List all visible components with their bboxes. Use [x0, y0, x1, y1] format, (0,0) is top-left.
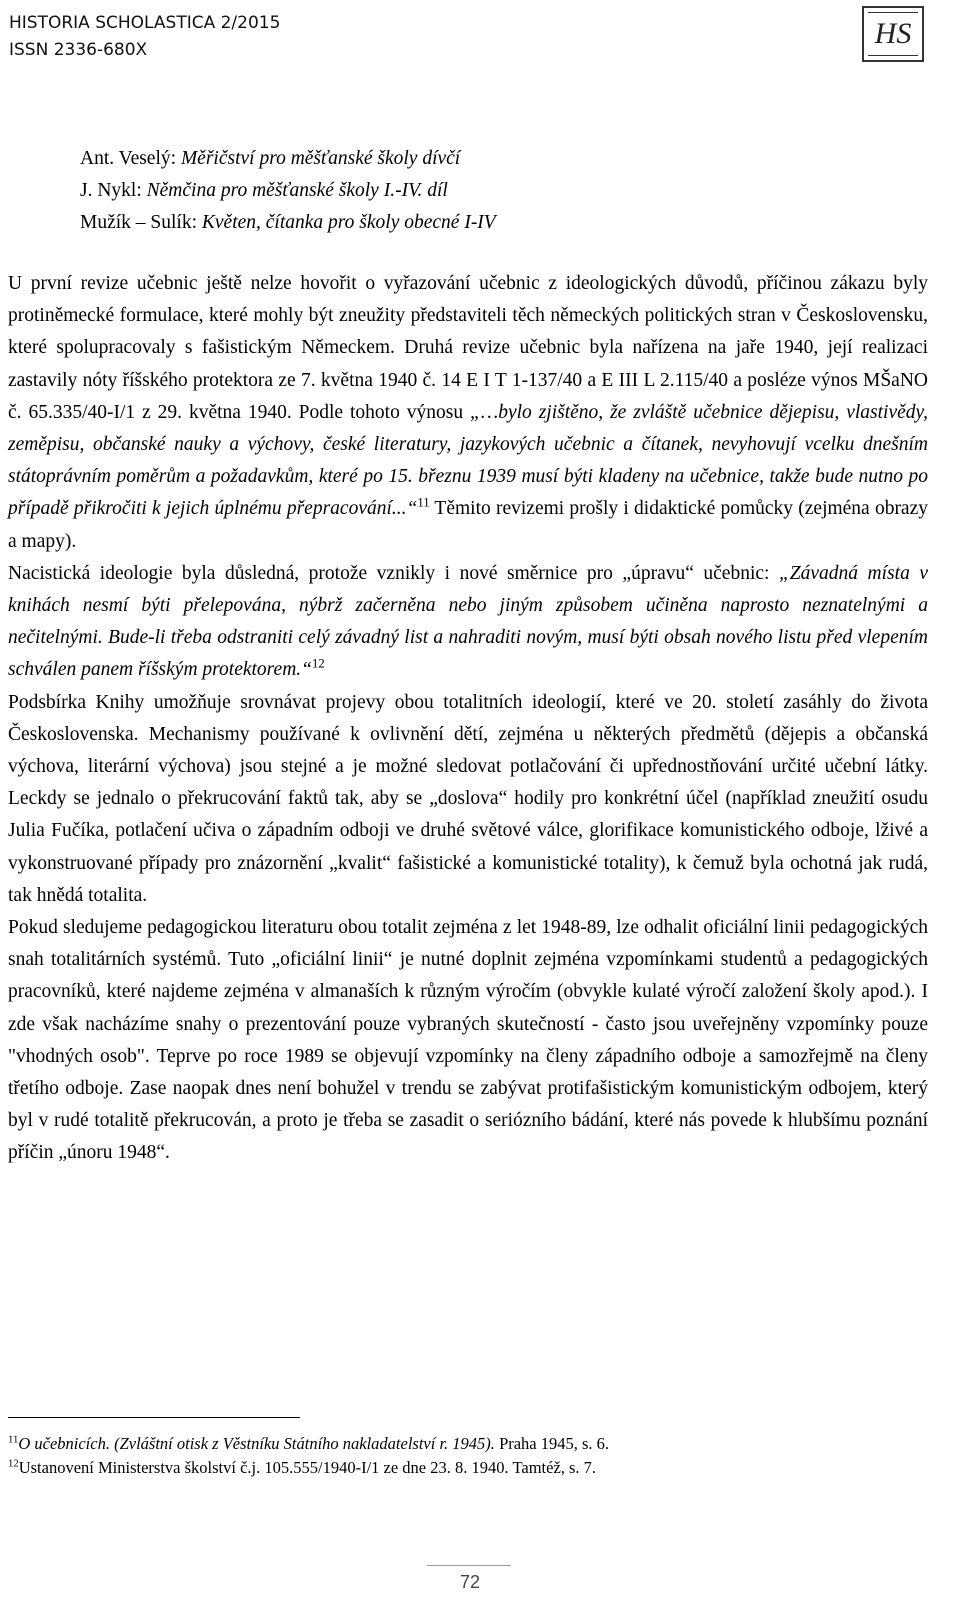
footnote-title: O učebnicích. (Zvláštní otisk z Věstníku Státního nakladatelství r. 1945).: [18, 1434, 495, 1453]
footnote-text: Ustanovení Ministerstva školství č.j. 105.555/1940-I/1 ze dne 23. 8. 1940. Tamtéž, s. 7.: [18, 1458, 597, 1477]
book-title: Měřičství pro měšťanské školy dívčí: [180, 148, 461, 169]
book-item: [80, 207, 496, 239]
journal-title: HISTORIA SCHOLASTICA 2/2015: [9, 13, 281, 33]
footnote-ref: 11: [417, 495, 430, 510]
journal-logo: [862, 6, 924, 62]
footnotes: [8, 1432, 609, 1480]
book-title: Květen, čítanka pro školy obecné I-IV: [201, 212, 496, 233]
page-number-divider: [427, 1565, 511, 1566]
article-body: [8, 268, 928, 1170]
quote: „…bylo zjištěno, že zvláště učebnice dějepisu, vlastivědy, zeměpisu, občanské nauky a výchovy, české literatury, jazykových učebnic a čítanek, nevyhovují vcelku dnešním státoprávním poměrům a požadavkům, které po 15. březnu 1939 musí býti kladeny na učebnice, takže bude nutno po případě přikročiti k jejich úplnému přepracování...“: [8, 401, 928, 520]
footnote: [8, 1456, 609, 1480]
footnote-number: 11: [8, 1433, 19, 1446]
book-author: Ant. Veselý:: [80, 148, 181, 169]
footnote-text: Praha 1945, s. 6.: [494, 1434, 610, 1453]
book-item: [80, 175, 496, 207]
quote: „Závadná místa v knihách nesmí býti přelepována, nýbrž začerněna nebo jiným způsobem učiněna naprosto neznatelnými a nečitelnými. Bude-li třeba odstraniti celý závadný list a nahraditi novým, musí býti obsah nového listu před vlepením schválen panem říšským protektorem.“: [8, 562, 928, 681]
book-author: Mužík – Sulík:: [80, 212, 202, 233]
running-header: [9, 10, 280, 64]
issn: ISSN 2336-680X: [9, 40, 148, 60]
text: Nacistická ideologie byla důsledná, protože vznikly i nové směrnice pro „úpravu“ učebnic:: [8, 562, 779, 584]
book-item: [80, 143, 496, 175]
footnote-divider: [8, 1417, 300, 1418]
book-list: [80, 143, 496, 239]
footnote-number: 12: [8, 1457, 19, 1470]
text: Těmito revizemi prošly i didaktické pomůcky (zejména obrazy a mapy).: [8, 498, 928, 552]
paragraph: [8, 558, 928, 687]
text: U první revize učebnic ještě nelze hovořit o vyřazování učebnic z ideologických důvodů, příčinou zákazu byly protiněmecké formulace, které mohly být zneužity představiteli těch německých politických stran v Československu, které spolupracovaly s fašistickým Německem. Druhá revize učebnic byla nařízena na jaře 1940, její realizaci zastavily nóty říšského protektora ze 7. května 1940 č. 14 E I T 1-137/40 a E III L 2.115/40 a posléze výnos MŠaNO č. 65.335/40-I/1 z 29. května 1940. Podle tohoto výnosu: [8, 273, 928, 423]
footnote-ref: 12: [312, 656, 325, 671]
paragraph: Pokud sledujeme pedagogickou literaturu obou totalit zejména z let 1948-89, lze odhalit oficiální linii pedagogických snah totalitárních systémů. Tuto „oficiální linii“ je nutné doplnit zejména vzpomínkami studentů a pedagogických pracovníků, které najdeme zejména v almanaších k různým výročím (obvykle kulaté výročí založení školy apod.). I zde však nacházíme snahy o prezentování pouze vybraných skutečností - často jsou uveřejněny vzpomínky pouze "vhodných osob". Teprve po roce 1989 se objevují vzpomínky na členy západního odboje a samozřejmě na členy třetího odboje. Zase naopak dnes není bohužel v trendu se zabývat protifašistickým komunistickým odbojem, který byl v rudé totalitě překrucován, a proto je třeba se zasadit o seriózního bádání, které nás povede k hlubšímu poznání příčin „únoru 1948“.: [8, 917, 928, 1164]
footnote: [8, 1432, 609, 1456]
page-number: 72: [459, 1572, 481, 1592]
paragraph: Podsbírka Knihy umožňuje srovnávat projevy obou totalitních ideologií, které ve 20. století zasáhly do života Československa. Mechanismy používané k ovlivnění dětí, zejména u některých předmětů (dějepis a občanská výchova, literární výchova) jsou stejné a je možné sledovat potlačování či upřednostňování určité učební látky. Leckdy se jednalo o překrucování faktů tak, aby se „doslova“ hodily pro konkrétní účel (například zneužití osudu Julia Fučíka, potlačení učiva o západním odboji ve druhé světové válce, glorifikace komunistického odboje, lživé a vykonstruované případy pro znázornění „kvalit“ fašistické a komunistické totality), k čemuž byla ochotná jak rudá, tak hnědá totalita.: [8, 691, 928, 906]
book-title: Němčina pro měšťanské školy I.-IV. díl: [146, 180, 448, 201]
paragraph: [8, 268, 928, 558]
book-author: J. Nykl:: [80, 180, 147, 201]
logo-text: HS: [874, 17, 912, 50]
